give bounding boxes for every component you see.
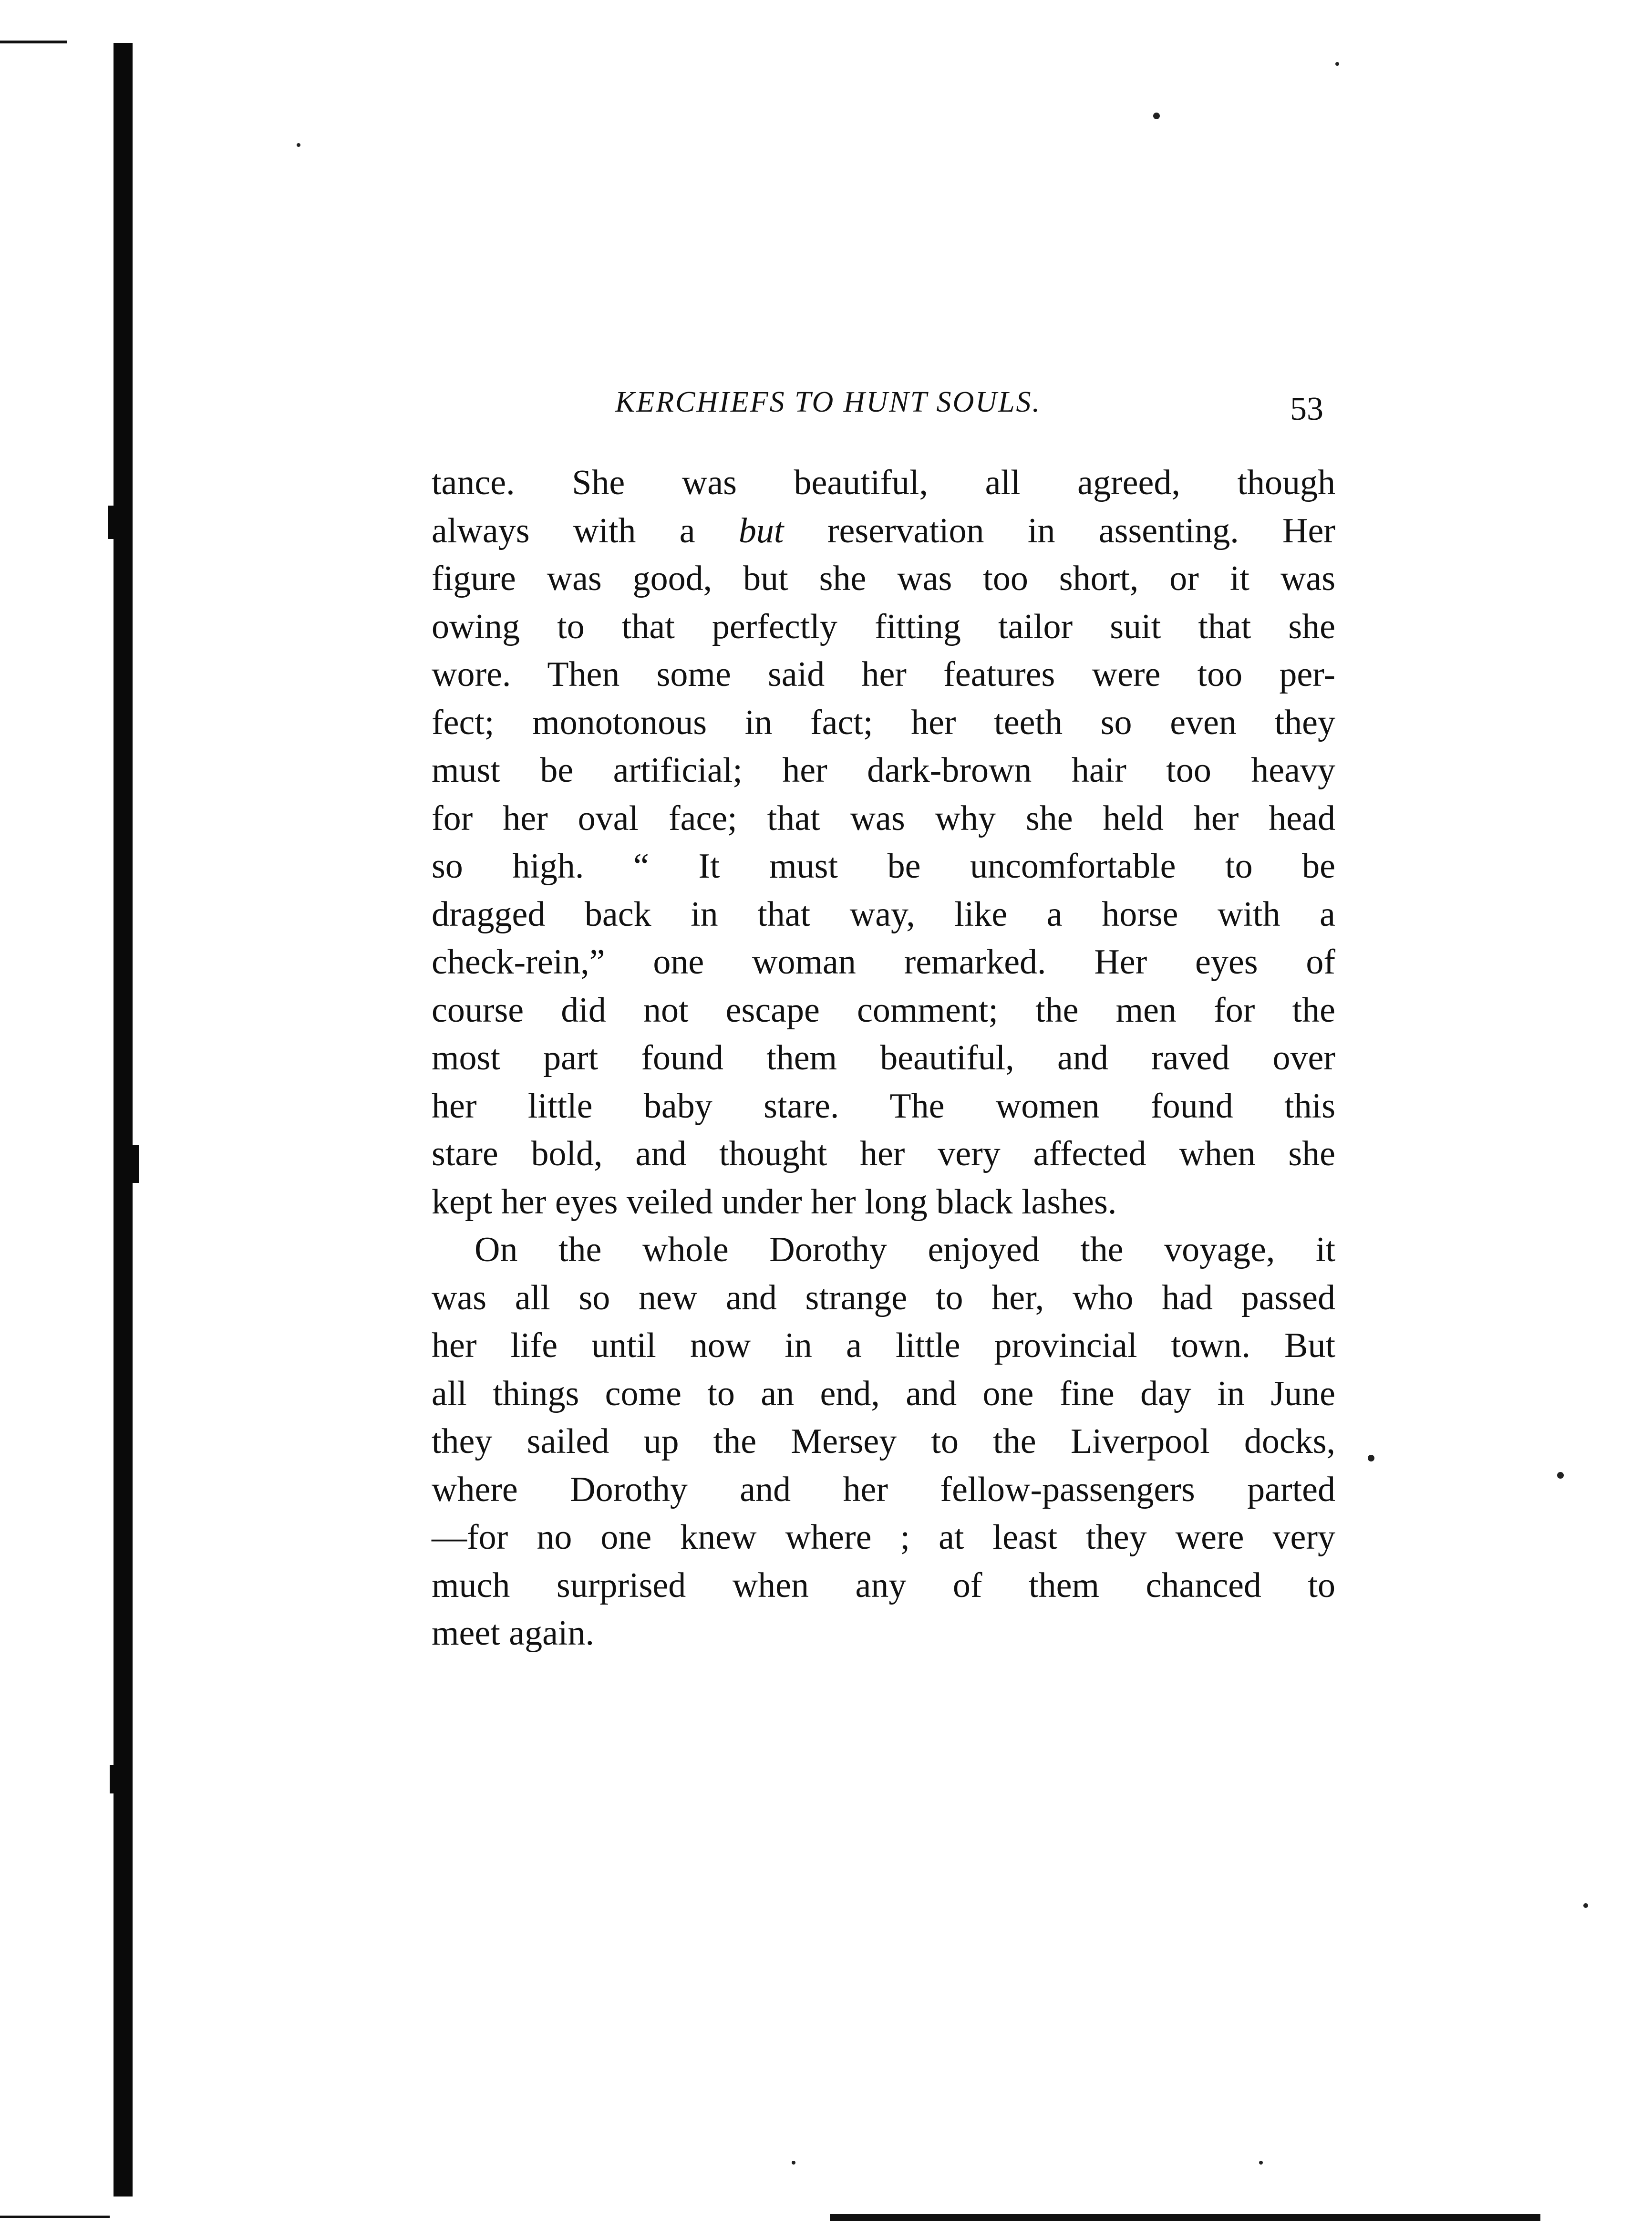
paragraph xyxy=(432,1226,1335,1658)
text-line: course did not escape comment; the men for the xyxy=(432,990,1335,1030)
text-line: was all so new and strange to her, who had passed xyxy=(432,1278,1335,1317)
scan-speck xyxy=(1259,2161,1263,2165)
text-line: kept her eyes veiled under her long black lashes. xyxy=(432,1182,1117,1222)
binding-edge-shadow xyxy=(114,43,133,2197)
binding-edge-notch xyxy=(125,1145,139,1183)
text-line: meet again. xyxy=(432,1614,595,1653)
text-line: stare bold, and thought her very affected when she xyxy=(432,1134,1335,1173)
text-line: fect; monotonous in fact; her teeth so even they xyxy=(432,703,1335,742)
text-line: her little baby stare. The women found this xyxy=(432,1086,1335,1126)
text-line: tance. She was beautiful, all agreed, though xyxy=(432,463,1335,502)
text-line: where Dorothy and her fellow-passengers parted xyxy=(432,1470,1335,1509)
text-line: so high. “ It must be uncomfortable to be xyxy=(432,847,1335,886)
text-line: figure was good, but she was too short, or it was xyxy=(432,559,1335,598)
emphasized-word: but xyxy=(738,511,784,550)
text-line: check-rein,” one woman remarked. Her eyes of xyxy=(432,943,1335,982)
text-line xyxy=(432,507,1335,555)
text-line: wore. Then some said her features were too per- xyxy=(432,655,1335,694)
text-line: all things come to an end, and one fine day in June xyxy=(432,1374,1335,1413)
text-line: must be artificial; her dark-brown hair too heavy xyxy=(432,751,1335,790)
scan-speck xyxy=(1557,1472,1564,1479)
scan-speck xyxy=(1583,1903,1588,1908)
scan-edge-rule-bottom-right xyxy=(830,2214,1540,2221)
body-text xyxy=(432,459,1335,1658)
scan-speck xyxy=(1153,113,1160,119)
paragraph xyxy=(432,459,1335,1226)
page-number: 53 xyxy=(1290,391,1323,427)
text-span: reservation in assenting. Her xyxy=(784,511,1335,550)
scan-edge-rule-top xyxy=(0,41,67,43)
scan-speck xyxy=(297,143,300,147)
scan-edge-rule-bottom xyxy=(0,2216,110,2218)
scan-speck xyxy=(1368,1455,1374,1461)
text-line: most part found them beautiful, and raved over xyxy=(432,1038,1335,1078)
text-line: —for no one knew where ; at least they were very xyxy=(432,1518,1335,1557)
text-line: for her oval face; that was why she held her head xyxy=(432,798,1335,838)
text-line: owing to that perfectly fitting tailor suit that she xyxy=(432,607,1335,646)
text-line: her life until now in a little provincial town. But xyxy=(432,1326,1335,1365)
running-header-title: KERCHIEFS TO HUNT SOULS. xyxy=(615,386,1042,418)
binding-edge-notch xyxy=(110,1765,120,1793)
scan-speck xyxy=(792,2161,795,2165)
scan-speck xyxy=(1335,62,1339,66)
text-span: always with a xyxy=(432,511,739,550)
text-line: On the whole Dorothy enjoyed the voyage, it xyxy=(475,1230,1335,1269)
text-line: much surprised when any of them chanced to xyxy=(432,1565,1335,1605)
text-line: dragged back in that way, like a horse with a xyxy=(432,894,1335,934)
binding-edge-notch xyxy=(108,506,120,539)
text-line: they sailed up the Mersey to the Liverpool docks, xyxy=(432,1422,1335,1461)
